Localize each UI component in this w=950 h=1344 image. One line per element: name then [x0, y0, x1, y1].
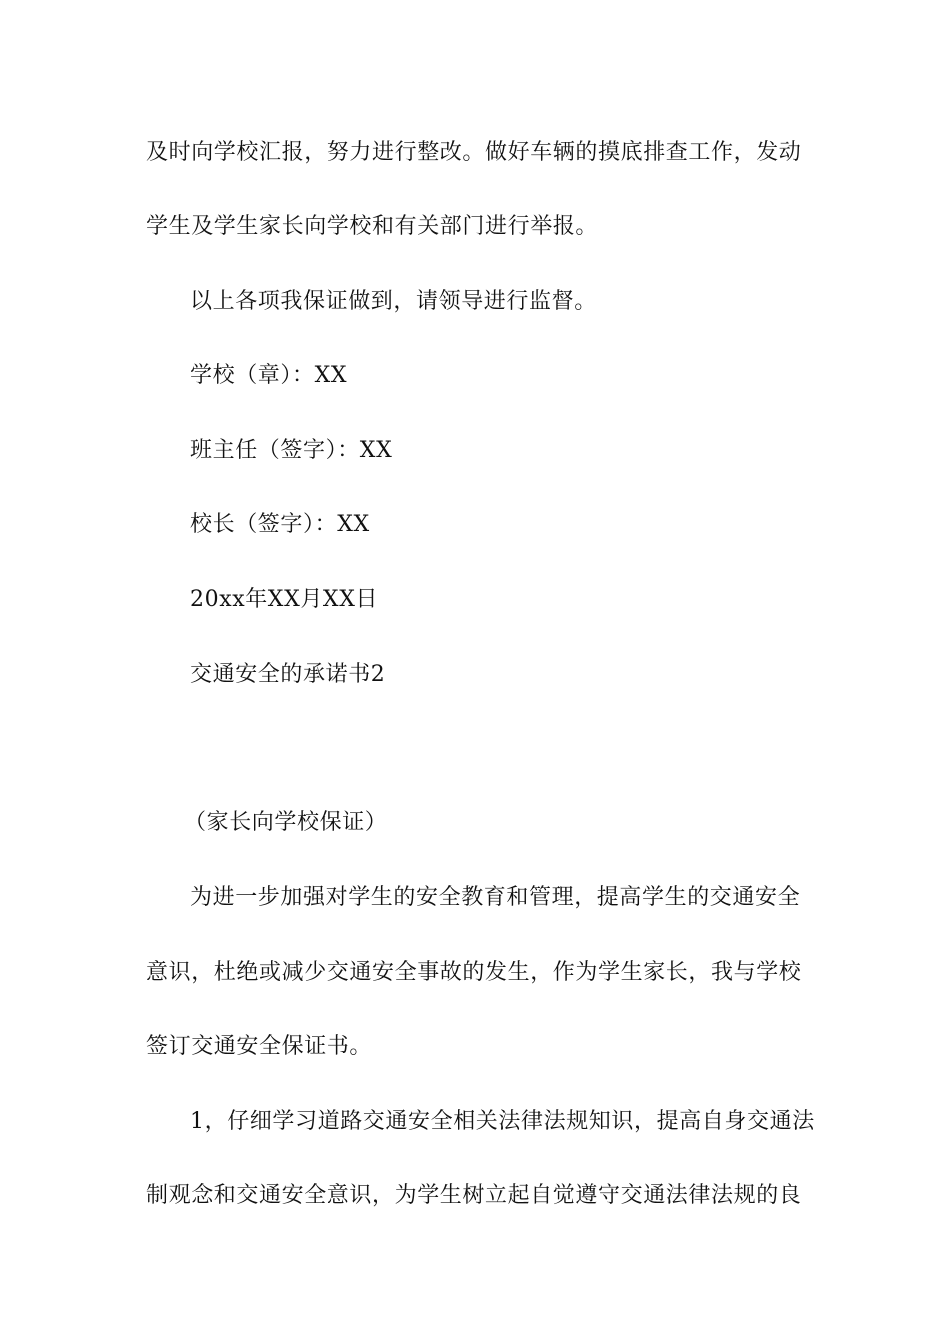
body-text-line: 签订交通安全保证书。 [146, 1034, 373, 1059]
list-item-1-line: 制观念和交通安全意识，为学生树立起自觉遵守交通法律法规的良 [146, 1183, 802, 1208]
section-title: 交通安全的承诺书2 [190, 662, 386, 687]
head-teacher-signature-line: 班主任（签字）：XX [190, 438, 393, 463]
body-text-line: 及时向学校汇报，努力进行整改。做好车辆的摸底排查工作，发动 [146, 140, 802, 165]
body-text-line: 意识，杜绝或减少交通安全事故的发生，作为学生家长，我与学校 [146, 960, 802, 985]
school-seal-line: 学校（章）：XX [190, 363, 348, 388]
principal-signature-line: 校长（签字）：XX [190, 512, 370, 537]
date-line: 20xx年XX月XX日 [190, 587, 379, 612]
pledge-statement: 以上各项我保证做到，请领导进行监督。 [190, 289, 597, 314]
list-item-1-line: 1，仔细学习道路交通安全相关法律法规知识，提高自身交通法 [190, 1109, 815, 1134]
body-text-line: 为进一步加强对学生的安全教育和管理，提高学生的交通安全 [190, 885, 801, 910]
body-text-line: 学生及学生家长向学校和有关部门进行举报。 [146, 214, 599, 239]
section-subtitle: （家长向学校保证） [184, 810, 388, 835]
